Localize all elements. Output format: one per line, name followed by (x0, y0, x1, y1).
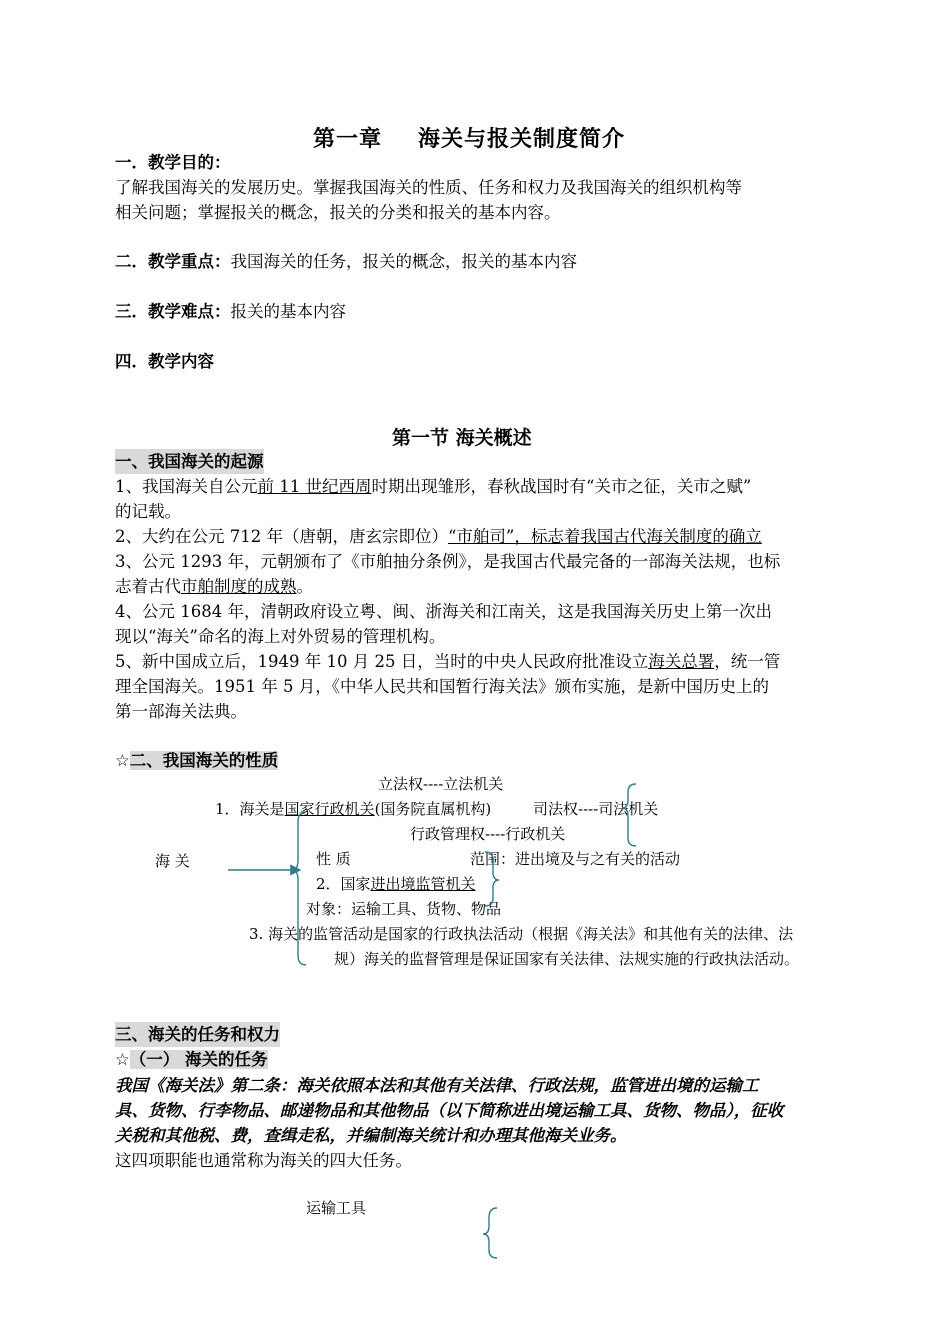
power-brace (622, 784, 636, 846)
nature-item-3-cont: 规）海关的监督管理是保证国家有关法律、法规实施的行政执法活动。 (334, 950, 800, 968)
tasks-heading: 三、海关的任务和权力 (115, 1022, 280, 1047)
legislative-power: 立法权----立法机关 (378, 775, 504, 793)
underlined-text: 市舶制度的成熟 (181, 577, 297, 596)
objectives-line: 相关问题；掌握报关的概念，报关的分类和报关的基本内容。 (115, 203, 561, 222)
text-run: ，统一管 (714, 652, 781, 671)
text-run: 1、我国海关自公元 (115, 477, 258, 496)
section-title: 第一节 海关概述 (392, 427, 532, 449)
scope-label: 范围：进出境及与之有关的活动 (470, 850, 681, 868)
administrative-power: 行政管理权----行政机关 (410, 825, 566, 843)
star-icon: ☆ (115, 751, 130, 770)
text-run: 。 (296, 577, 313, 596)
underlined-text: 海关总署 (648, 652, 715, 671)
underlined-text: 进出境监管机关 (370, 875, 476, 893)
text-run: 时期出现雏形，春秋战国时有“关市之征，关市之赋” (371, 477, 752, 496)
origin-paragraph-5-cont: 第一部海关法典。 (115, 702, 247, 721)
text-run: 志着古代 (115, 577, 181, 596)
law-article-line: 具、货物、行李物品、邮递物品和其他物品（以下简称进出境运输工具、货物、物品），征收 (115, 1101, 784, 1120)
underlined-text: 国家行政机关 (284, 800, 375, 818)
transport-label: 运输工具 (306, 1199, 367, 1217)
origin-paragraph-5-cont: 理全国海关。1951 年 5 月，《中华人民共和国暂行海关法》颁布实施，是新中国历史上的 (115, 677, 769, 696)
origin-paragraph-1-cont: 的记载。 (115, 502, 181, 521)
origin-heading: 一、我国海关的起源 (115, 449, 264, 474)
star-icon: ☆ (115, 1050, 130, 1069)
nature-heading-text: 二、我国海关的性质 (129, 751, 279, 770)
text-run: (国务院直属机构) (374, 800, 492, 818)
content-heading: 四．教学内容 (115, 352, 214, 371)
objectives-heading: 一．教学目的： (115, 153, 231, 172)
judicial-power: 司法权----司法机关 (533, 800, 659, 818)
main-brace (292, 812, 306, 965)
key-points-label: 二．教学重点： (115, 252, 231, 271)
customs-label: 海 关 (155, 852, 190, 870)
text-run: 2．国家 (316, 875, 371, 893)
law-article-line: 关税和其他税、费，查缉走私，并编制海关统计和办理其他海关业务。 (115, 1126, 627, 1145)
origin-paragraph-4-cont: 现以“海关”命名的海上对外贸易的管理机构。 (115, 627, 446, 646)
nature-item-3: 3. 海关的监管活动是国家的行政执法活动（根据《海关法》和其他有关的法律、法 (249, 925, 794, 943)
text-run: 1．海关是 (215, 800, 285, 818)
tasks-summary: 这四项职能也通常称为海关的四大任务。 (115, 1151, 412, 1170)
origin-paragraph-3: 3、公元 1293 年，元朝颁布了《市舶抽分条例》，是我国古代最完备的一部海关法规，也标 (115, 552, 781, 571)
text-run: 2、大约在公元 712 年（唐朝，唐玄宗即位） (115, 527, 448, 546)
difficulties-text: 报关的基本内容 (230, 302, 346, 321)
text-run: 5、新中国成立后，1949 年 10 月 25 日，当时的中央人民政府批准设立 (115, 652, 649, 671)
key-points-text: 我国海关的任务，报关的概念，报关的基本内容 (230, 252, 577, 271)
underlined-text: “市舶司”，标志着我国古代海关制度的确立 (447, 527, 762, 546)
nature-label: 性 质 (316, 850, 351, 868)
task-brace (483, 1208, 497, 1258)
objectives-line: 了解我国海关的发展历史。掌握我国海关的性质、任务和权力及我国海关的组织机构等 (115, 178, 742, 197)
tasks-subheading (115, 1047, 268, 1072)
law-article-line: 我国《海关法》第二条：海关依照本法和其他有关法律、行政法规，监管进出境的运输工 (115, 1076, 759, 1095)
origin-paragraph-4: 4、公元 1684 年，清朝政府设立粤、闽、浙海关和江南关，这是我国海关历史上第一次出 (115, 602, 772, 621)
objects-label: 对象：运输工具、货物、物品 (306, 900, 502, 918)
difficulties-label: 三．教学难点： (115, 302, 231, 321)
tasks-subheading-text: （一） 海关的任务 (129, 1050, 268, 1069)
chapter-number: 第一章 (313, 126, 383, 152)
underlined-text: 前 11 世纪西周 (257, 477, 372, 496)
supervision-brace (485, 852, 499, 906)
chapter-name: 海关与报关制度简介 (418, 126, 626, 152)
